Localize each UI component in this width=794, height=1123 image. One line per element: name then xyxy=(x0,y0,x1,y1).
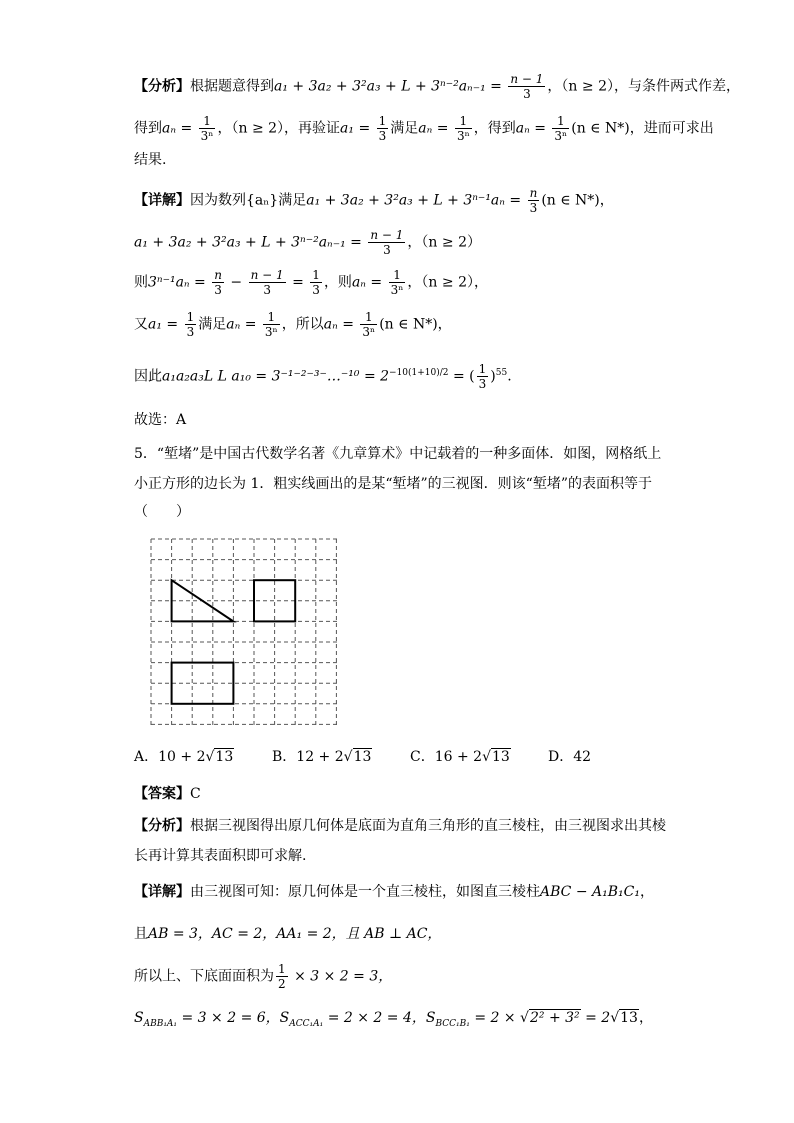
fraction: $\frac{n}{3}$ xyxy=(529,186,538,215)
radicand: 13 xyxy=(620,1010,638,1026)
text: (n ∈ N*)，进而可求出 xyxy=(571,120,714,137)
analysis-line-1 xyxy=(134,72,740,101)
fraction: $\frac{1}{2}$ xyxy=(278,962,286,991)
question-text: 小正方形的边长为 1．粗实线画出的是某“堑堵”的三视图．则该“堑堵”的表面积等于 xyxy=(134,476,652,492)
fraction: $\frac{1}{\text{3ⁿ}}$ xyxy=(456,114,470,143)
fraction: $\frac{1}{\text{3ⁿ}}$ xyxy=(362,310,376,339)
text: 因为数列{aₙ}满足 xyxy=(190,192,307,209)
detail2-line-2 xyxy=(134,924,441,944)
exponent: −10(1+10)/2 xyxy=(389,367,449,378)
text: 且 xyxy=(134,926,148,942)
question-line-3 xyxy=(134,502,190,522)
text: ，（n ≥ 2）， xyxy=(407,274,488,291)
analysis-tag: 【分析】 xyxy=(134,78,190,95)
fraction: $\frac{1}{\text{3ⁿ}}$ xyxy=(200,114,214,143)
text: 结果. xyxy=(134,152,167,168)
detail2-line-4: $S_{ABB_1A_1} = 3 \times 2 = 6$，$S_{ACC_1A_1} = 2 \times 2 = 4$，$S_{BCC_1B_1} = 2 \times √2^2 + 3^2 = 2√13$， xyxy=(134,1010,653,1029)
analysis2-line-1 xyxy=(134,816,666,836)
text: 满足 xyxy=(390,120,419,137)
text: ， xyxy=(639,884,654,900)
text: 因此 xyxy=(134,368,162,385)
formula: a₁ = xyxy=(340,120,375,137)
detail-line-1 xyxy=(134,186,614,215)
formula: S xyxy=(279,1010,290,1026)
choice-b[interactable]: B．12 + 2√13 xyxy=(272,749,372,765)
subscript: ACC₁A₁ xyxy=(289,1018,324,1029)
choice-c[interactable]: C．16 + 2√13 xyxy=(410,749,510,765)
fraction: $\frac{1}{3}$ xyxy=(478,362,487,391)
formula: a₁ + 3a₂ + 3²a₃ + L + 3ⁿ⁻¹aₙ = xyxy=(306,192,526,209)
choice-a[interactable]: A．10 + 2√13 xyxy=(134,749,234,765)
answer-tag: 【答案】 xyxy=(134,786,190,802)
formula: S xyxy=(134,1010,144,1026)
text: = ( xyxy=(448,368,475,385)
question-line-2 xyxy=(134,474,652,494)
question-line-1 xyxy=(134,444,661,464)
text: 由三视图可知：原几何体是一个直三棱柱，如图直三棱柱 xyxy=(190,884,540,900)
answer-value: C xyxy=(190,786,201,802)
formula: = 2 xyxy=(580,1010,611,1026)
fraction: $\frac{1}{3}$ xyxy=(378,114,387,143)
text: ) xyxy=(490,368,496,385)
analysis-tag: 【分析】 xyxy=(134,818,190,834)
answer-key-line xyxy=(134,784,201,804)
text: 所以上、下底面面积为 xyxy=(134,968,274,985)
text: (n ∈ N*)， xyxy=(379,316,452,333)
text: 得到 xyxy=(134,120,162,137)
formula: = 3 × 2 = 6， xyxy=(177,1010,280,1026)
answer-line xyxy=(134,410,186,430)
text: 长再计算其表面积即可求解. xyxy=(134,848,307,864)
formula: × 3 × 2 = 3， xyxy=(289,968,393,985)
text: ，所以 xyxy=(281,316,324,333)
radicand: 2² + 3² xyxy=(529,1010,580,1026)
text: . xyxy=(507,368,512,385)
analysis-line-2 xyxy=(134,114,714,143)
fraction: $\frac{n}{3}$ xyxy=(214,268,222,297)
formula: S xyxy=(425,1010,436,1026)
formula: a₁ = xyxy=(148,316,183,333)
formula: aₙ = xyxy=(351,274,387,291)
detail-line-3 xyxy=(134,268,488,297)
text: (n ∈ N*)， xyxy=(541,192,614,209)
side-view-square xyxy=(254,580,295,621)
choice-d[interactable]: D．42 xyxy=(548,749,592,765)
text: = xyxy=(287,274,309,291)
formula: aₙ = xyxy=(162,120,197,137)
fraction: $\frac{1}{\text{3ⁿ}}$ xyxy=(264,310,278,339)
text: ，则 xyxy=(323,274,352,291)
formula: aₙ = xyxy=(226,316,261,333)
answer-text: 故选：A xyxy=(134,412,187,428)
formula: = 2 × 2 = 4， xyxy=(323,1010,426,1026)
text: 则 xyxy=(134,274,148,291)
three-view-grid-figure xyxy=(150,538,338,726)
text: ，（n ≥ 2），与条件两式作差， xyxy=(547,78,740,95)
exponent: 55 xyxy=(495,367,508,378)
detail-line-4 xyxy=(134,310,452,339)
text: 根据三视图得出原几何体是底面为直角三角形的直三棱柱，由三视图求出其棱 xyxy=(190,818,666,834)
text: ， xyxy=(638,1010,653,1026)
fraction: $\frac{n - 1}{3}$ xyxy=(510,72,544,101)
fraction: $\frac{n - 1}{3}$ xyxy=(250,268,284,297)
fraction: $\frac{1}{3}$ xyxy=(312,268,320,297)
subscript: BCC₁B₁ xyxy=(435,1018,470,1029)
formula: AB = 3，AC = 2，AA₁ = 2，且 AB ⊥ AC， xyxy=(148,926,442,942)
text: 满足 xyxy=(198,316,227,333)
analysis2-line-2 xyxy=(134,846,306,866)
analysis-line-3 xyxy=(134,150,166,170)
fraction: $\frac{1}{\text{3ⁿ}}$ xyxy=(554,114,568,143)
detail-tag: 【详解】 xyxy=(134,192,190,209)
formula: = 2 × xyxy=(469,1010,521,1026)
detail-tag: 【详解】 xyxy=(134,884,190,900)
text: 根据题意得到 xyxy=(190,78,274,95)
subscript: ABB₁A₁ xyxy=(143,1018,178,1029)
detail-line-5 xyxy=(134,362,512,391)
grid-lines xyxy=(151,539,337,725)
formula: ABC − A₁B₁C₁ xyxy=(540,884,640,900)
text: ，（n ≥ 2），再验证 xyxy=(217,120,341,137)
question-text: （ ） xyxy=(134,504,190,520)
text: − xyxy=(225,274,247,291)
detail-line-2 xyxy=(134,228,481,257)
question-text: 5．“堑堵”是中国古代数学名著《九章算术》中记载着的一种多面体．如图，网格纸上 xyxy=(134,446,662,462)
fraction: $\frac{n - 1}{3}$ xyxy=(370,228,404,257)
text: ，（n ≥ 2） xyxy=(407,234,481,251)
text: 又 xyxy=(134,316,148,333)
formula: a₁ + 3a₂ + 3²a₃ + L + 3ⁿ⁻²aₙ₋₁ = xyxy=(274,78,507,95)
formula: a₁a₂a₃L L a₁₀ = 3⁻¹⁻²⁻³⁻…⁻¹⁰ = 2 xyxy=(162,368,390,385)
detail2-line-3 xyxy=(134,962,392,991)
formula: aₙ = xyxy=(323,316,359,333)
text: ，得到 xyxy=(473,120,516,137)
fraction: $\frac{1}{3}$ xyxy=(186,310,195,339)
formula: a₁ + 3a₂ + 3²a₃ + L + 3ⁿ⁻²aₙ₋₁ = xyxy=(134,234,367,251)
detail2-line-1 xyxy=(134,882,654,902)
fraction: $\frac{1}{\text{3ⁿ}}$ xyxy=(390,268,404,297)
formula: aₙ = xyxy=(418,120,453,137)
formula: 3ⁿ⁻¹aₙ = xyxy=(148,274,211,291)
formula: aₙ = xyxy=(515,120,551,137)
